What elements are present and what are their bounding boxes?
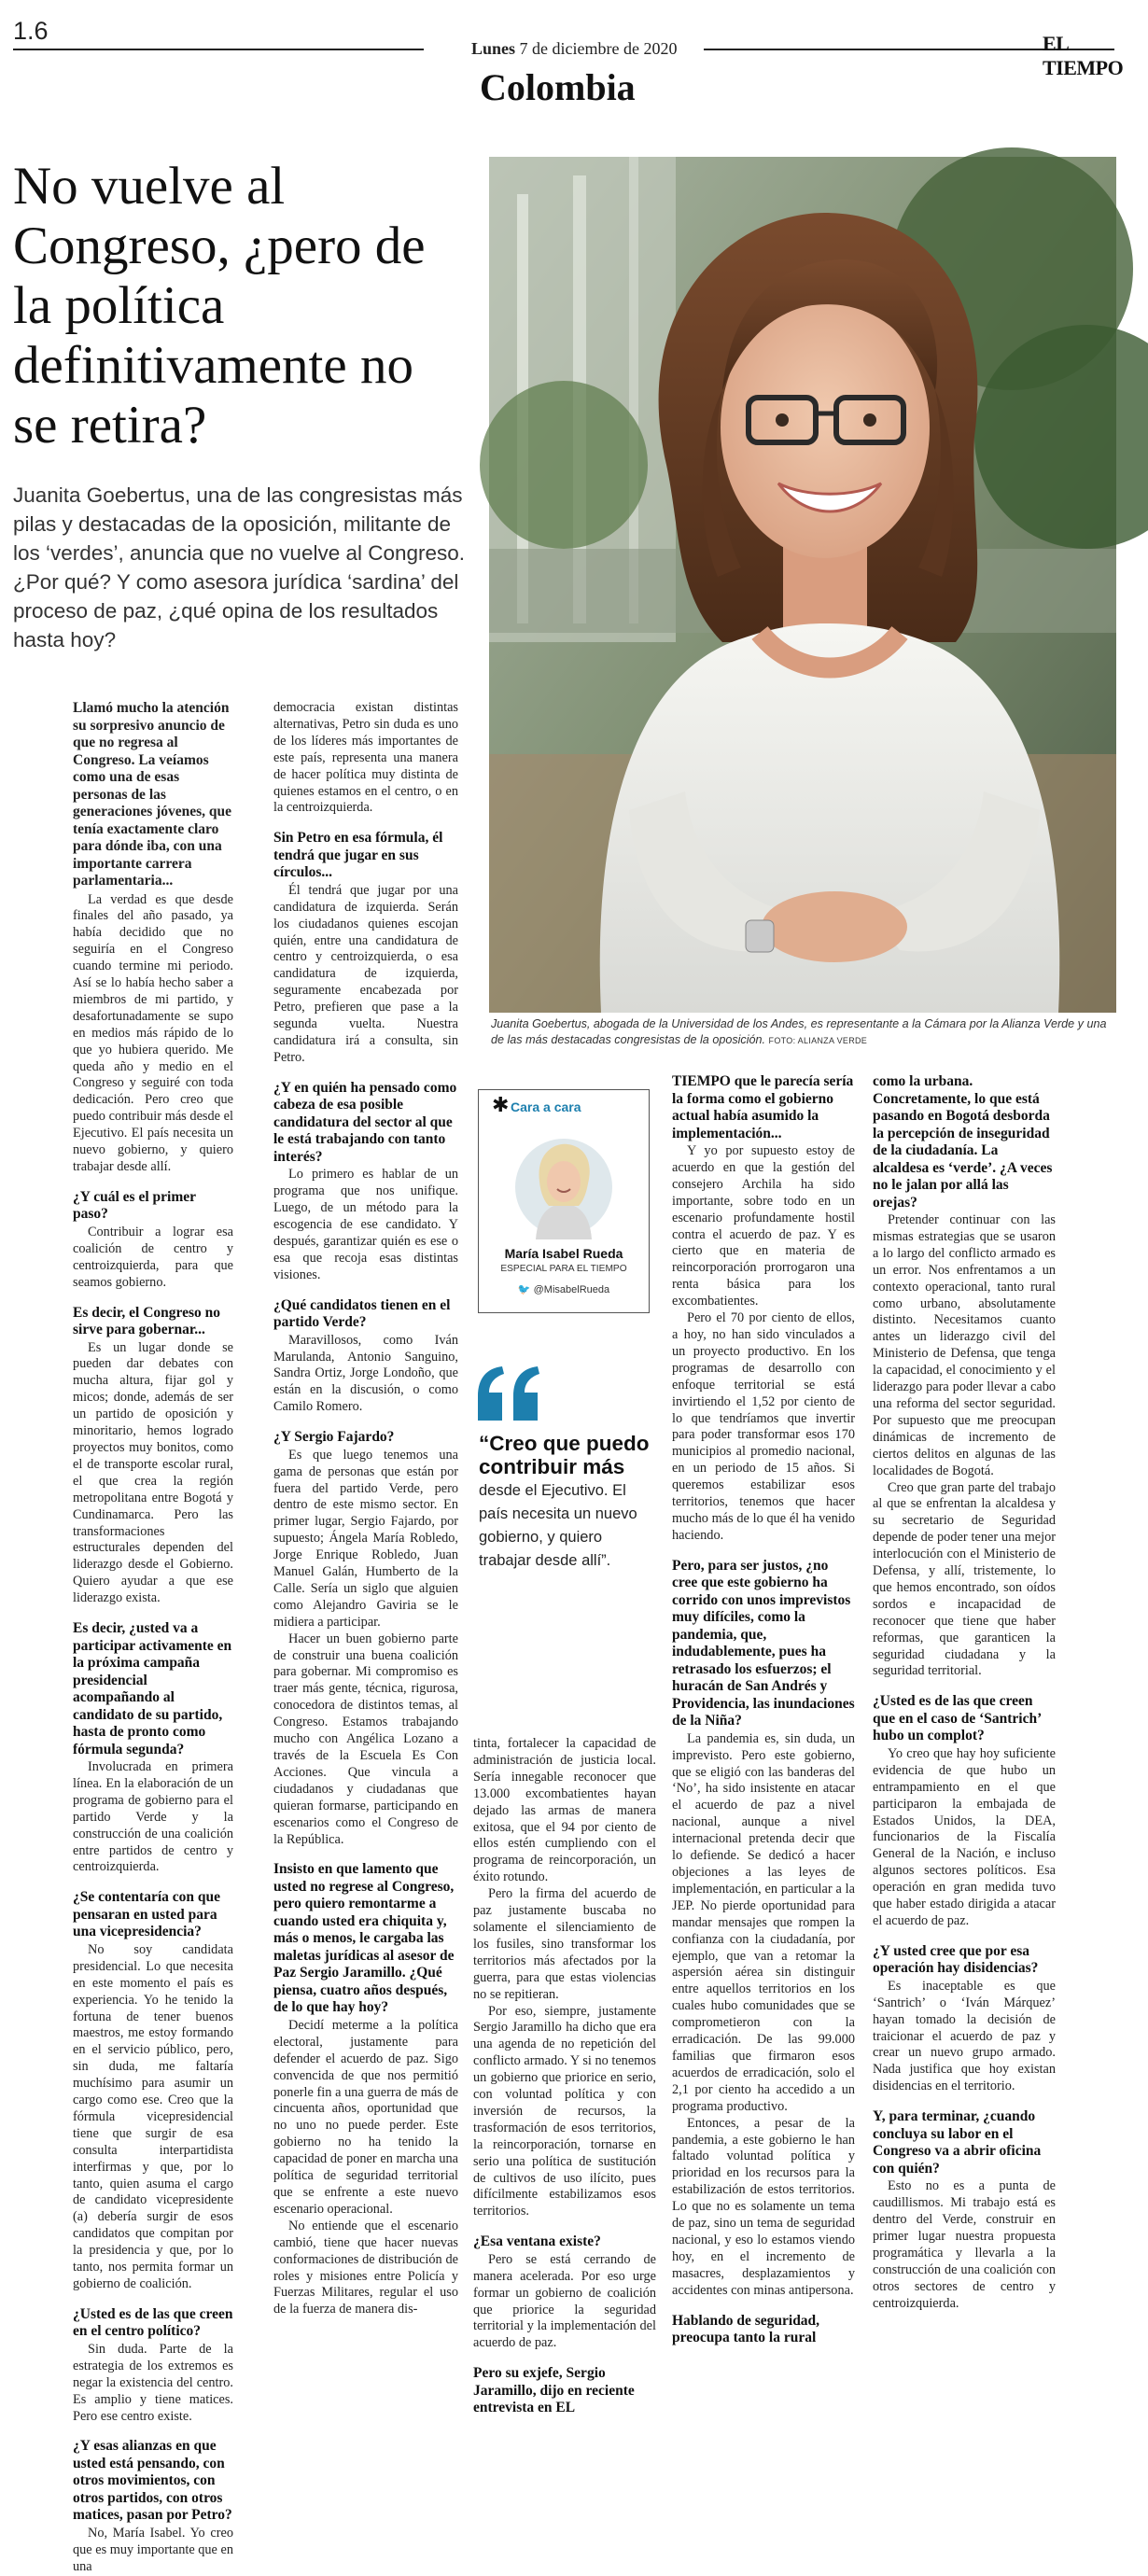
answer: Sin duda. Parte de la estrategia de los extremos es negar la existencia del centro. Es amplio y tiene matices. Pero ese centro existe. (73, 2341, 233, 2424)
question: como la urbana. Concretamente, lo que está pasando en Bogotá desborda la percepción de inseguridad de la ciudadanía. La alcaldesa es ‘verde’. ¿A veces no le jalan por allá las orejas? (873, 1073, 1053, 1211)
question: ¿Y cuál es el primer paso? (73, 1188, 196, 1223)
answer: Es inaceptable es que ‘Santrich’ o ‘Iván Márquez’ hayan tomado la decisión de traicionar el acuerdo de paz y crear un nuevo grupo armado. Nada justifica que hoy existan disidencias en el territorio. (873, 1978, 1056, 2094)
answer: Hacer un buen gobierno parte de construir una buena coalición para gobernar. Mi compromiso es traer más gente, técnica, rigurosa, conocedora de distintos temas, al Congreso. Estamos trabajando mucho con Angélica Lozano a través de la Escuela Es Con Acciones. Que vincula a ciudadanos y ciudadanas que quieran formarse, participando en escenarios como el Congreso de la República. (273, 1631, 458, 1847)
answer: Entonces, a pesar de la pandemia, a este gobierno le han faltado voluntad política y prioridad en los recursos para la estabilización de estos territorios. Lo que no es solamente un tema de paz, sino un tema de seguridad nacional, y eso lo estamos viendo hoy, en el incremento de masacres, desplazamientos y accidentes con minas antipersona. (672, 2115, 855, 2298)
question: Y, para terminar, ¿cuando concluya su labor en el Congreso va a abrir oficina con quién? (873, 2108, 1042, 2177)
question: ¿Y usted cree que por esa operación hay disidencias? (873, 1942, 1039, 1977)
column-1 (73, 700, 233, 2574)
answer: Pretender continuar con las mismas estrategias que se usaron a lo largo del conflicto armado es un error. Nos enfrentamos a un contexto operacional, tanto rural como urbano, absolutamente distinto. Necesitamos cuanto antes un liderazgo civil del Ministerio de Defensa, que tenga la capacidad, el conocimiento y el liderazgo para poder llevar a cabo una reforma del sector seguridad. Por supuesto que me preocupan dinámicas de incremento de ciertos delitos en algunas de las localidades de Bogotá. (873, 1212, 1056, 1478)
answer: No soy candidata presidencial. Lo que necesita en este momento el país es experiencia. Yo he tenido la fortuna de tener buenos maestros, me estoy formando en el servicio público, pero, sin duda, me faltaría muchísimo para asumir un cargo como ese. Creo que la fórmula vicepresidencial tiene que surgir de esa consulta interpartidista interfirmas y que, por lo tanto, quien asuma el cargo de candidato vicepresidente (a) debería surgir de esos candidatos que compitan por la presidencia y que, por lo tanto, nos permita formar un gobierno de coalición. (73, 1941, 233, 2291)
answer: Es un lugar donde se pueden dar debates con mucha altura, fijar gol y micos; donde, además de ser un partido de oposición y minoritario, hemos logrado proyectos muy bonitos, como el de transporte escolar rural, el que crea la región metropolitana entre Bogotá y Cundinamarca. Pero las transformaciones estructurales dependen del liderazgo desde el Gobierno. Quiero ayudar a que ese liderazgo exista. (73, 1339, 233, 1606)
question: Es decir, el Congreso no sirve para gobernar... (73, 1304, 221, 1338)
answer: Lo primero es hablar de un programa que nos unifique. Luego, de un método para la escogencia de ese candidato. Y después, garantizar quién es ese o esa que recoja esas distintas visiones. (273, 1167, 458, 1282)
question: Hablando de seguridad, preocupa tanto la rural (672, 2312, 820, 2346)
answer: No entiende que el escenario cambió, tiene que hacer nuevas conformaciones de distribución de roles y misiones entre Policía y Fuerzas Militares, regular el uso de la fuerza de manera dis- (273, 2218, 458, 2317)
answer: Maravillosos, como Iván Marulanda, Antonio Sanguino, Sandra Ortiz, Jorge Londoño, que están en la discusión, o como Camilo Romero. (273, 1332, 458, 1415)
author-box-tag: Cara a cara (511, 1099, 581, 1114)
answer: Él tendrá que jugar por una candidatura de izquierda. Serán los ciudadanos quienes escojan quién, entre una candidatura de centro y centroizquierda, o esa candidatura de izquierda, seguramente encabezada por Petro, prefieren que pase a la segunda vuelta. Nuestra candidatura irá a consulta, sin Petro. (273, 882, 458, 1065)
question: ¿Esa ventana existe? (473, 2233, 601, 2250)
photo-caption (491, 1016, 1118, 1049)
question: Pero su exjefe, Sergio Jaramillo, dijo en reciente entrevista en EL (473, 2365, 635, 2416)
quote-mark-icon (474, 1365, 545, 1422)
answer: No, María Isabel. Yo creo que es muy importante que en una (73, 2525, 233, 2574)
pull-quote-lead: “Creo que puedo contribuir más (479, 1432, 650, 1478)
star-icon: ✱ (492, 1094, 510, 1117)
answer: Es que luego tenemos una gama de personas que están por fuera del partido Verde, pero dentro de este mismo sector. En primer lugar, Sergio Fajardo, por supuesto; Ángela María Robledo, Jorge Enrique Robledo, Juan Manuel Galán, Humberto de la Calle. Sería un siglo que alguien como Alejandro Gaviria se le midiera a participar. (273, 1447, 458, 1630)
author-box (478, 1089, 650, 1313)
question: Pero, para ser justos, ¿no cree que este gobierno ha corrido con unos imprevistos muy difíciles, como la pandemia, que, indudablemente, pues ha retrasado los esfuerzos; el huracán de San Andrés y Providencia, las inundaciones de la Niña? (672, 1557, 855, 1729)
question: Insisto en que lamento que usted no regrese al Congreso, pero quiero remontarme a cuando usted era chiquita y, más o menos, le cargaba las maletas jurídicas al asesor de Paz Sergio Jaramillo. ¿Qué piensa, cuatro años después, de lo que hay hoy? (273, 1861, 455, 2016)
question: TIEMPO que le parecía sería la forma como el gobierno actual había asumido la implementación... (672, 1073, 854, 1141)
author-twitter-handle: @MisabelRueda (533, 1284, 610, 1295)
answer: La pandemia es, sin duda, un imprevisto. Pero este gobierno, que se eligió con las banderas del ‘No’, ha sido insistente en atacar el acuerdo de paz a nivel nacional, aunque a nivel internacional pretenda decir que lo defiende. Se dedicó a hacer objeciones a las leyes de implementación, en particular a la JEP. No pierde oportunidad para mandar mensajes que rompen la confianza con la ciudadanía, por ejemplo, que van a retomar la aspersión aérea sin distinguir entre aquellos territorios en los cuales hubo comunidades que se comprometieron con la erradicación. De las 99.000 familias que firmaron esos acuerdos de erradicación, solo el 2,1 por ciento ha accedido a un programa productivo. (672, 1730, 855, 2114)
section-title: Colombia (480, 66, 636, 108)
question: ¿Y Sergio Fajardo? (273, 1429, 395, 1446)
answer: Contribuir a lograr esa coalición de centro y centroizquierda, para que seamos gobierno. (73, 1224, 233, 1290)
answer: Pero la firma del acuerdo de paz justamente buscaba no solamente el silenciamiento de los fusiles, sino transformar los territorios más afectados por la guerra, para que estas violencias no se repitieran. (473, 1886, 656, 2002)
article-lead: Juanita Goebertus, una de las congresistas más pilas y destacadas de la oposición, militante de los ‘verdes’, anuncia que no vuelve al Congreso. ¿Por qué? Y como asesora jurídica ‘sardina’ del proceso de paz, ¿qué opina de los resultados hasta hoy? (13, 483, 466, 651)
article-headline: No vuelve al Congreso, ¿pero de la política definitivamente no se retira? (13, 157, 426, 455)
answer: Pero se está cerrando de manera acelerada. Por eso urge formar un gobierno de coalición que priorice la seguridad territorial y la implementación del acuerdo de paz. (473, 2251, 656, 2351)
author-portrait-icon (517, 1129, 610, 1239)
answer: Yo creo que hay hoy suficiente evidencia de que hubo un entrampamiento en el que participaron la embajada de Estados Unidos, la DEA, funcionarios de la Fiscalía General de la Nación, e incluso algunos sectores políticos. Esa operación en gran medida tuvo que haber estado dirigida a atacar el acuerdo de paz. (873, 1745, 1056, 1928)
author-name: María Isabel Rueda (504, 1246, 623, 1261)
header-rule-left (13, 49, 424, 50)
pull-quote-text: desde el Ejecutivo. El país necesita un nuevo gobierno, y quiero trabajar desde allí”. (479, 1482, 637, 1569)
answer: Y yo por supuesto estoy de acuerdo en que la gestión del consejero Archila ha sido importante, sobre todo en un escenario profundamente hostil contra el acuerdo de paz. Y es cierto que en materia de reincorporación prorrogaron una renta básica para los excombatientes. (672, 1143, 855, 1309)
column-3 (473, 1736, 656, 2416)
photo-credit: FOTO: ALIANZA VERDE (768, 1036, 868, 1045)
column-4 (672, 1073, 855, 2346)
answer: Involucrada en primera línea. En la elaboración de un programa de gobierno para el partido Verde y la construcción de una coalición entre partidos de centro y centroizquierda. (73, 1759, 233, 1875)
answer: Decidí meterme a la política electoral, justamente para defender el acuerdo de paz. Sigo convencida de que nos permitió ponerle fin a una guerra de más de cincuenta años, oportunidad que no uno no puede perder. Este gobierno no ha tenido la capacidad de poner en marcha una política de seguridad territorial que se enfrente a este nuevo escenario operacional. (273, 2017, 458, 2217)
portrait-illustration (489, 157, 1116, 1013)
question: Sin Petro en esa fórmula, él tendrá que jugar en sus círculos... (273, 830, 443, 881)
brand-logo: EL TIEMPO (1043, 32, 1124, 79)
question: ¿Y en quién ha pensado como cabeza de esa posible candidatura del sector al que le está trabajando con tanto interés? (273, 1079, 457, 1165)
question: ¿Qué candidatos tienen en el partido Verde? (273, 1296, 451, 1331)
twitter-icon: 🐦 (517, 1284, 534, 1295)
question: Es decir, ¿usted va a participar activamente en la próxima campaña presidencial acompañando al candidato de su partido, hasta de pronto como fórmula segunda? (73, 1620, 232, 1757)
photo-caption-text: Juanita Goebertus, abogada de la Universidad de los Andes, es representante a la Cámara por la Alianza Verde y una de las más destacadas congresistas de la oposición. (491, 1017, 1107, 1046)
question: ¿Se contentaría con que pensaran en usted para una vicepresidencia? (73, 1889, 221, 1940)
page-number: 1.6 (13, 17, 49, 45)
answer: Esto no es a punta de caudillismos. Mi trabajo está es dentro del Verde, construir en primer lugar nuestra propuesta programática y llevarla a la construcción de una coalición con otros sectores de centro y centroizquierda. (873, 2178, 1056, 2311)
answer: Por eso, siempre, justamente Sergio Jaramillo ha dicho que era una agenda de no repetición del conflicto armado. Y si no tenemos un gobierno que priorice en serio, con voluntad política y con inversión de recursos, la trasformación de esos territorios, la reincorporación, tornarse en serio una política de sustitución de cultivos de uso ilícito, pues difícilmente estabilizamos esos territorios. (473, 2003, 656, 2219)
question: ¿Y esas alianzas en que usted está pensando, con otros movimientos, con otros partidos, con otros matices, pasan por Petro? (73, 2438, 232, 2524)
header-weekday: Lunes (471, 39, 516, 58)
column-2 (273, 700, 458, 2317)
article-photo (489, 157, 1116, 1013)
answer: La verdad es que desde finales del año pasado, ya había decidido que no seguiría en el Congreso cuando termine mi periodo. Así se lo había hecho saber a miembros de mi partido, y desafortunadamente se supo en medios más rápido de lo que yo hubiera querido. Me queda año y medio en el Congreso y seguiré con toda dedicación. Pero creo que puedo contribuir más desde el Ejecutivo. El país necesita un nuevo gobierno, y quiero trabajar desde allí. (73, 891, 233, 1174)
header-date-text: 7 de diciembre de 2020 (519, 39, 678, 58)
interview-intro: Llamó mucho la atención su sorpresivo anuncio de que no regresa al Congreso. La veíamos como una de esas personas de las generaciones jóvenes, que tenía exactamente claro para dónde iba, con una importante carrera parlamentaria... (73, 700, 232, 889)
question: ¿Usted es de las que creen en el centro político? (73, 2305, 233, 2340)
header-date (471, 39, 677, 59)
answer: Creo que gran parte del trabajo al que se enfrentan la alcaldesa y su secretario de Seguridad depende de poder tener una mejor interlocución con el Ministerio de Defensa, y allí, tristemente, lo que hemos encontrado, son oídos sordos e incapacidad de reconocer que tiene que haber reformas, que garanticen la seguridad ciudadana y la seguridad territorial. (873, 1479, 1056, 1679)
answer: tinta, fortalecer la capacidad de administración de justicia local. Sería innegable reconocer que 13.000 excombatientes hayan dejado las armas de manera exitosa, que el 94 por ciento de ellos estén cumpliendo con el programa de reincorporación, un éxito rotundo. (473, 1736, 656, 1885)
answer: Pero el 70 por ciento de ellos, a hoy, no han sido vinculados a un proyecto productivo. En los programas de desarrollo con enfoque territorial se está invirtiendo el 1,52 por ciento de lo que tendríamos que invertir para poder transformar esos 170 municipios al promedio nacional, en un periodo de 15 años. Si queremos estabilizar esos territorios, tenemos que hacer mucho más de lo que él ha venido haciendo. (672, 1310, 855, 1543)
author-twitter (479, 1283, 649, 1295)
author-role: ESPECIAL PARA EL TIEMPO (500, 1264, 627, 1274)
answer: democracia existan distintas alternativas, Petro sin duda es uno de los líderes más importantes de este país, representa una manera de hacer política muy distinta de quienes estamos en el centro, o en la centroizquierda. (273, 700, 458, 816)
question: ¿Usted es de las que creen que en el caso de ‘Santrich’ hubo un complot? (873, 1693, 1042, 1744)
column-5 (873, 1073, 1056, 2311)
